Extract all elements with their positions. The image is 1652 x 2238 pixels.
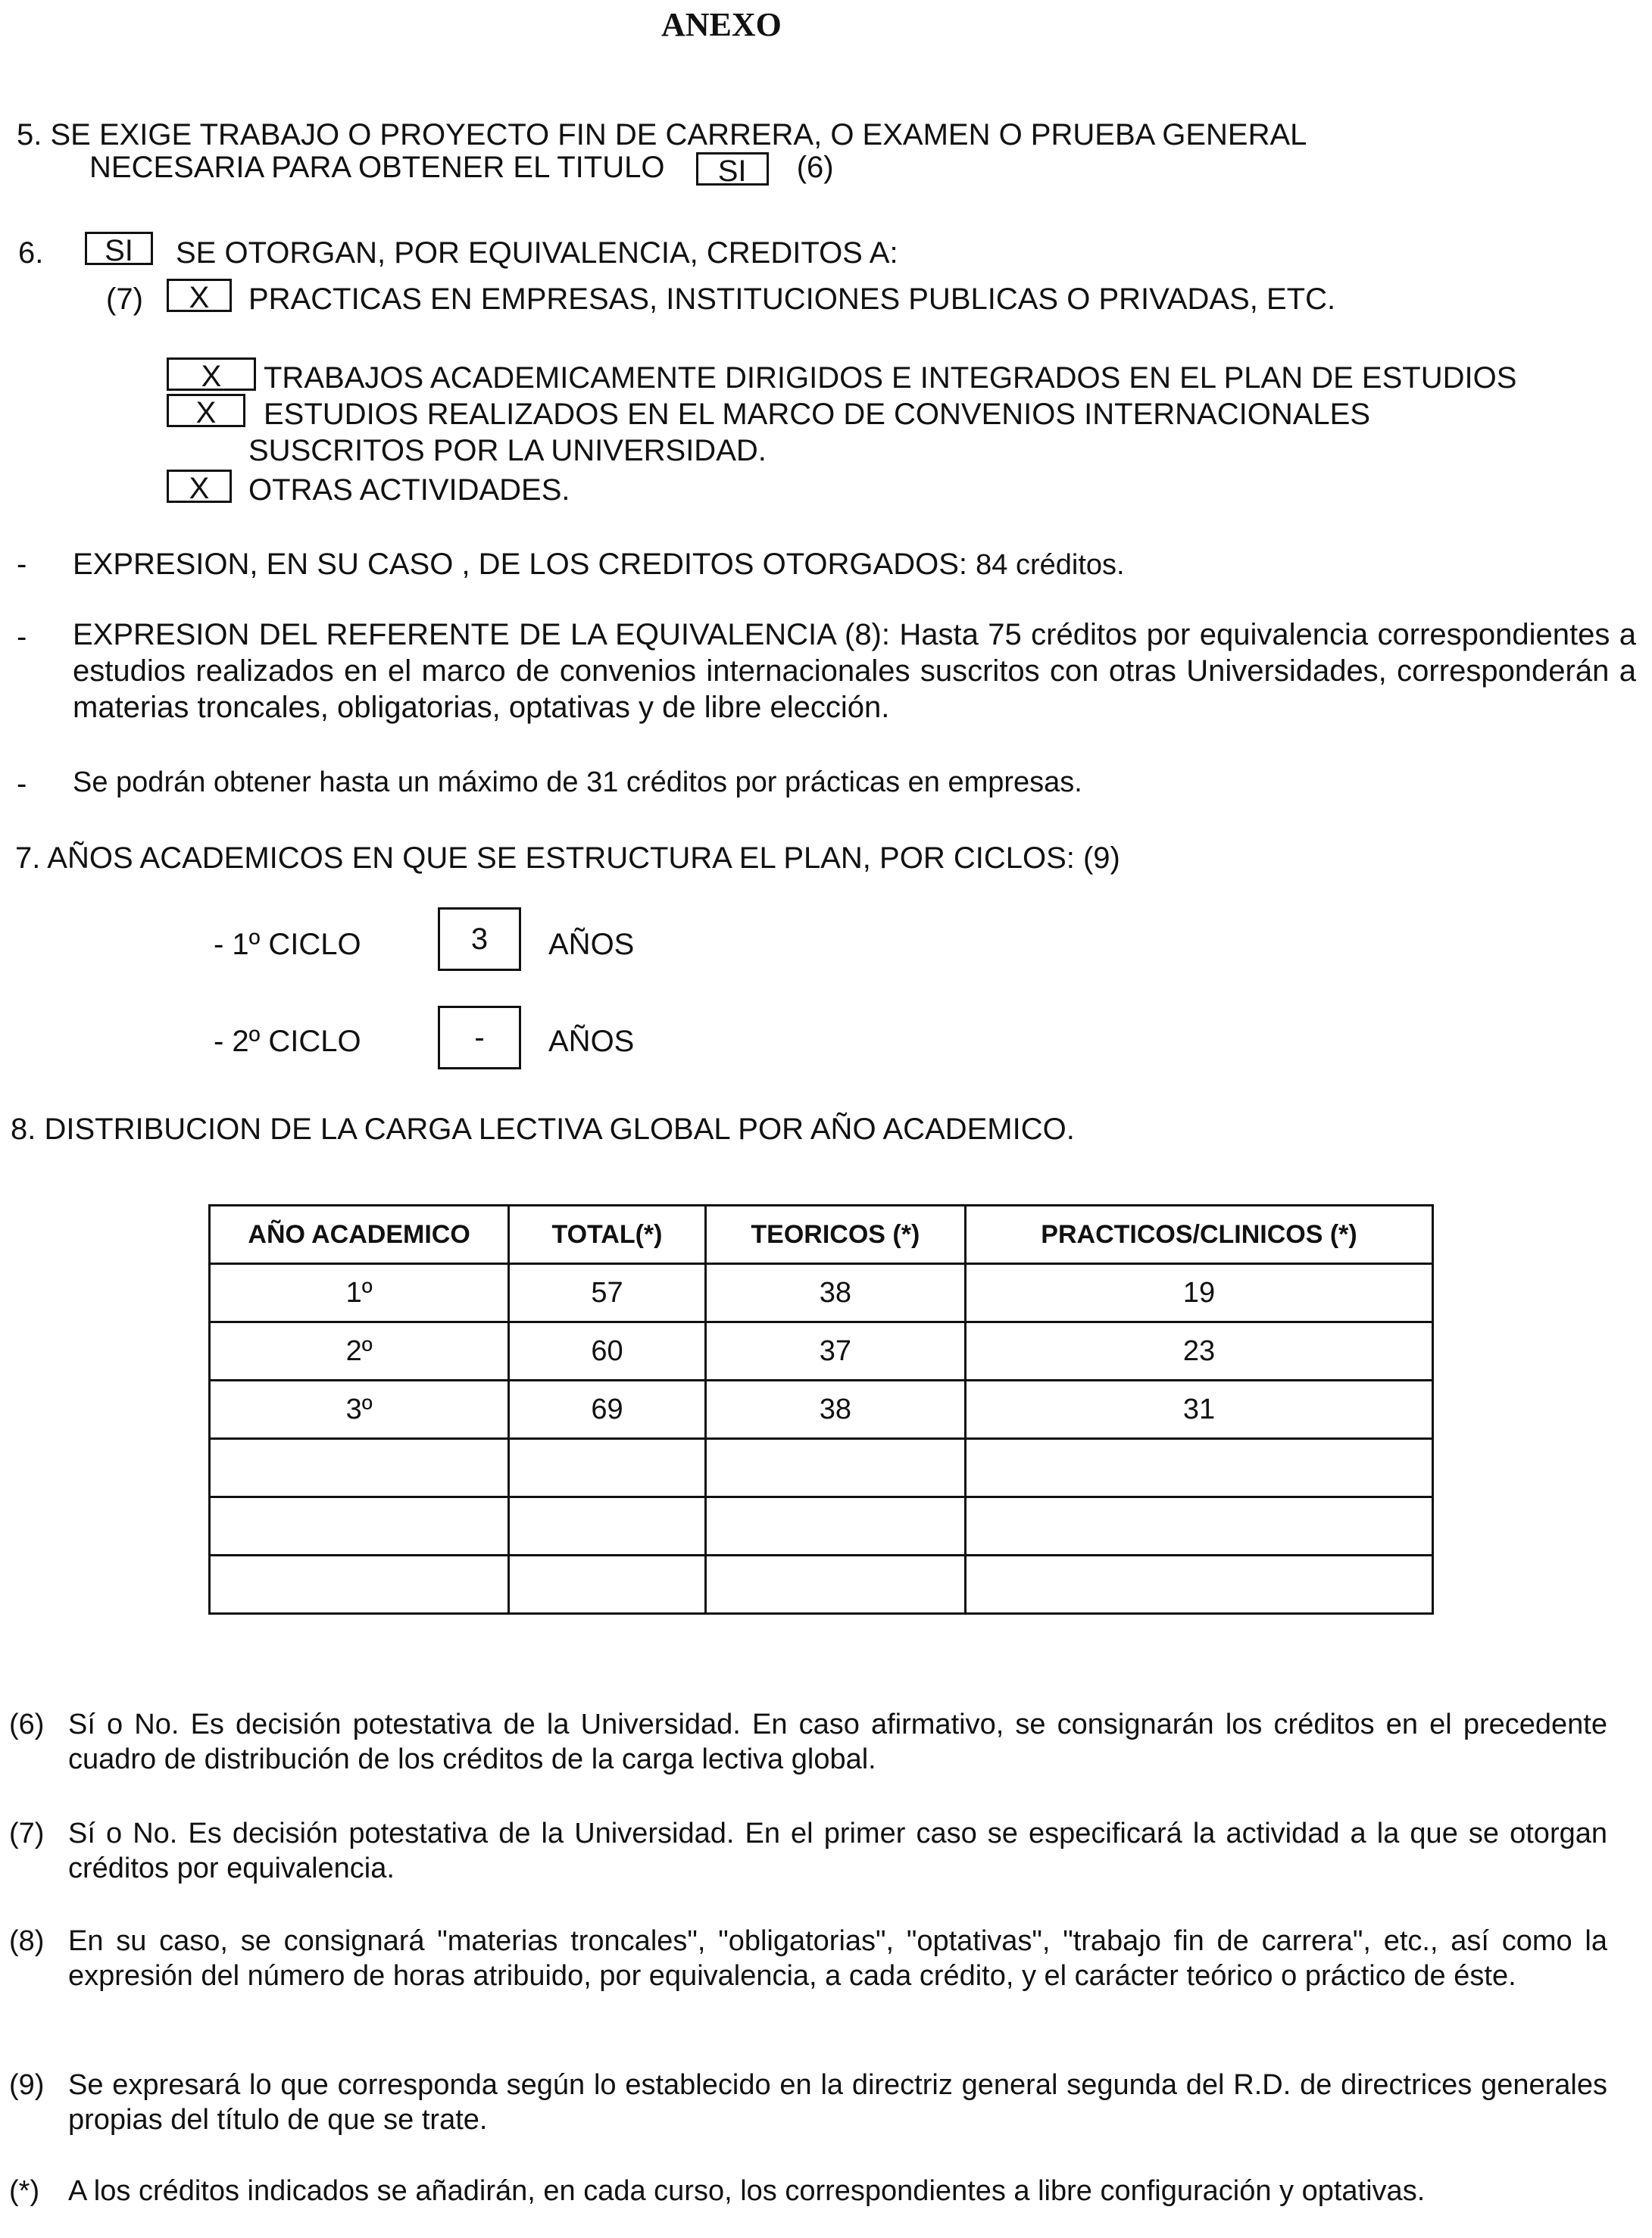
item-5-line2-text: NECESARIA PARA OBTENER EL TITULO <box>89 151 665 184</box>
bullet-1-dash: - <box>17 548 27 581</box>
option-1-label: PRACTICAS EN EMPRESAS, INSTITUCIONES PUBLICAS O PRIVADAS, ETC. <box>248 282 1336 316</box>
table-cell: 38 <box>705 1381 965 1439</box>
footnote-7-mark: (7) <box>9 1818 45 1849</box>
item-6-note: (7) <box>106 282 143 316</box>
footnote-8-mark: (8) <box>9 1925 45 1957</box>
table-cell: 1º <box>210 1264 509 1322</box>
table-cell <box>966 1556 1433 1614</box>
table-cell: 23 <box>966 1322 1433 1381</box>
footnote-6-text: Sí o No. Es decisión potestativa de la Universidad. En caso afirmativo, se consignarán los créditos en el precedente cuadro de distribución de los créditos de la carga lectiva global. <box>68 1709 1607 1775</box>
column-header: PRACTICOS/CLINICOS (*) <box>966 1206 1433 1264</box>
table-cell <box>210 1439 509 1497</box>
table-row <box>210 1556 1433 1614</box>
item-8-heading: 8. DISTRIBUCION DE LA CARGA LECTIVA GLOBAL POR AÑO ACADEMICO. <box>11 1113 1075 1146</box>
bullet-2-label: EXPRESION DEL REFERENTE DE LA EQUIVALENCIA (8): <box>73 618 890 651</box>
item-6-answer-box: SI <box>85 232 153 265</box>
table-cell <box>966 1439 1433 1497</box>
bullet-1-label: EXPRESION, EN SU CASO , DE LOS CREDITOS OTORGADOS: <box>73 548 967 581</box>
item-5-answer-box: SI <box>696 152 769 186</box>
footnote-6-mark: (6) <box>9 1709 45 1740</box>
table-cell <box>705 1556 965 1614</box>
table-cell <box>509 1556 706 1614</box>
bullet-3-text: Se podrán obtener hasta un máximo de 31 créditos por prácticas en empresas. <box>73 766 1082 798</box>
bullet-2-dash: - <box>17 620 27 654</box>
option-3-label-cont: SUSCRITOS POR LA UNIVERSIDAD. <box>248 434 767 467</box>
table-row <box>210 1381 1433 1439</box>
table-cell: 60 <box>509 1322 706 1381</box>
cycle-2-value-box: - <box>438 1006 521 1069</box>
item-5-line2 <box>89 150 834 189</box>
item-5-note: (6) <box>796 151 834 184</box>
bullet-1-value: 84 créditos. <box>976 549 1125 581</box>
cycle-2-unit: AÑOS <box>548 1025 635 1058</box>
column-header: TEORICOS (*) <box>705 1206 965 1264</box>
cycle-1-label: - 1º CICLO <box>214 928 361 961</box>
footnote-9-mark: (9) <box>9 2069 45 2101</box>
table-row <box>210 1439 1433 1497</box>
table-cell: 2º <box>210 1322 509 1381</box>
table-row <box>210 1322 1433 1381</box>
bullet-2-value: Hasta 75 créditos por equivalencia correspondientes a estudios realizados en el marco de convenios internacionales suscritos con otras Universidades, corresponderán a materias troncales, obligatorias, optativas y de libre elección. <box>73 618 1636 724</box>
table-cell: 3º <box>210 1381 509 1439</box>
footnote-asterisk <box>9 2174 1607 2208</box>
table-cell <box>705 1439 965 1497</box>
option-4-label: OTRAS ACTIVIDADES. <box>248 473 570 507</box>
table-cell <box>705 1497 965 1556</box>
cycle-2-label: - 2º CICLO <box>214 1025 361 1058</box>
table-cell <box>966 1497 1433 1556</box>
item-6-heading: SE OTORGAN, POR EQUIVALENCIA, CREDITOS A: <box>176 236 898 270</box>
bullet-1-text <box>73 547 1125 582</box>
table-header-row <box>210 1206 1433 1264</box>
option-1-checkbox: X <box>167 279 232 312</box>
table-cell: 38 <box>705 1264 965 1322</box>
footnote-7-text: Sí o No. Es decisión potestativa de la Universidad. En el primer caso se especificará la actividad a la que se otorgan créditos por equivalencia. <box>68 1818 1607 1884</box>
option-2-checkbox: X <box>167 357 256 391</box>
footnote-asterisk-mark: (*) <box>9 2175 40 2207</box>
table-cell <box>210 1497 509 1556</box>
table-row <box>210 1264 1433 1322</box>
option-3-label: ESTUDIOS REALIZADOS EN EL MARCO DE CONVENIOS INTERNACIONALES <box>264 398 1371 431</box>
column-header: TOTAL(*) <box>509 1206 706 1264</box>
table-cell: 57 <box>509 1264 706 1322</box>
footnote-7 <box>9 1816 1607 1886</box>
option-4-checkbox: X <box>167 470 232 503</box>
page-title: ANEXO <box>661 6 782 43</box>
footnote-asterisk-text: A los créditos indicados se añadirán, en cada curso, los correspondientes a libre configuración y optativas. <box>68 2175 1426 2207</box>
item-7-heading: 7. AÑOS ACADEMICOS EN QUE SE ESTRUCTURA EL PLAN, POR CICLOS: (9) <box>15 841 1120 875</box>
bullet-3-dash: - <box>17 767 27 801</box>
table-cell: 37 <box>705 1322 965 1381</box>
footnote-8-text: En su caso, se consignará "materias troncales", "obligatorias", "optativas", "trabajo fin de carrera", etc., así como la expresión del número de horas atribuido, por equivalencia, a cada crédito, y el carácter teórico o práctico de éste. <box>68 1925 1607 1992</box>
footnote-6 <box>9 1707 1607 1777</box>
cycle-1-unit: AÑOS <box>548 928 635 961</box>
table-cell <box>210 1556 509 1614</box>
table-cell: 69 <box>509 1381 706 1439</box>
cycle-1-value-box: 3 <box>438 907 521 971</box>
table-cell: 31 <box>966 1381 1433 1439</box>
bullet-2-text <box>73 616 1636 726</box>
table-cell: 19 <box>966 1264 1433 1322</box>
column-header: AÑO ACADEMICO <box>210 1206 509 1264</box>
table-row <box>210 1497 1433 1556</box>
carga-lectiva-table <box>208 1204 1434 1615</box>
footnote-9 <box>9 2068 1607 2137</box>
table-cell <box>509 1497 706 1556</box>
footnote-8 <box>9 1924 1607 1993</box>
item-5-line1: 5. SE EXIGE TRABAJO O PROYECTO FIN DE CARRERA, O EXAMEN O PRUEBA GENERAL <box>17 118 1307 151</box>
option-2-label: TRABAJOS ACADEMICAMENTE DIRIGIDOS E INTEGRADOS EN EL PLAN DE ESTUDIOS <box>264 361 1517 395</box>
item-6-number: 6. <box>18 236 44 270</box>
table-cell <box>509 1439 706 1497</box>
footnote-9-text: Se expresará lo que corresponda según lo establecido en la directriz general segunda del R.D. de directrices generales propias del título de que se trate. <box>68 2069 1607 2136</box>
option-3-checkbox: X <box>167 394 245 427</box>
